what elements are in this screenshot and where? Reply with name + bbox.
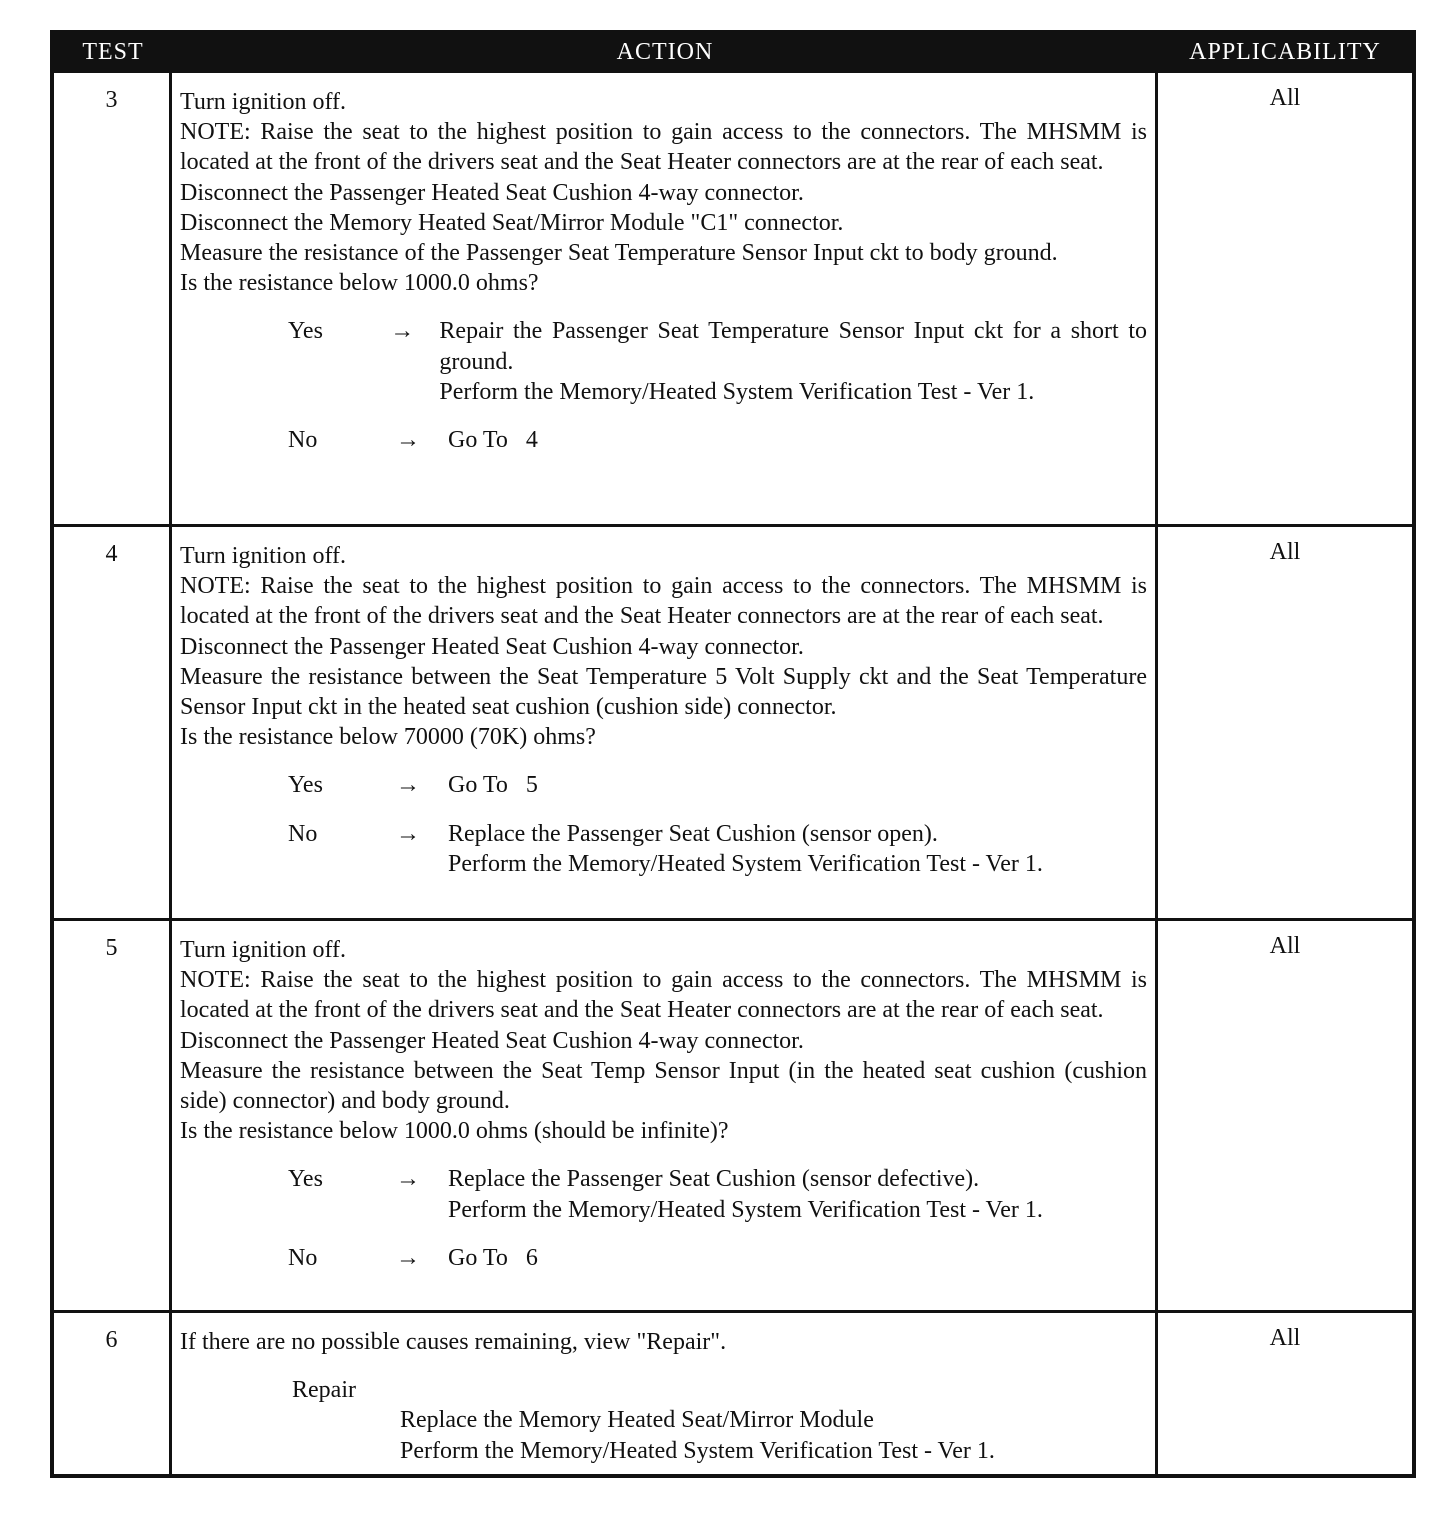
answer-label: No [288,1244,318,1271]
repair-label: Repair [292,1377,356,1404]
answer-no [180,819,1147,879]
repair-line: Perform the Memory/Heated System Verification Test - Ver 1. [400,1437,995,1464]
action-cell [172,527,1158,918]
answer-label: No [288,820,318,847]
arrow-icon: → [396,772,420,799]
answer-label: No [288,427,318,454]
answer-result: Go To 4 [448,427,538,454]
answer-result: Go To 6 [448,1244,538,1271]
applicability-cell: All [1269,1325,1301,1351]
action-cell [172,73,1158,524]
action-line: Measure the resistance of the Passenger Seat Temperature Sensor Input ckt to body ground. [180,240,1058,267]
answer-result [448,1164,1147,1224]
table-header [54,34,1412,70]
action-line: Is the resistance below 1000.0 ohms? [180,270,539,297]
applicability-cell: All [1269,933,1301,959]
answer-yes [180,316,1147,407]
header-test: TEST [82,38,144,65]
action-line: NOTE: Raise the seat to the highest position to gain access to the connectors. The MHSMM is located at the front of the drivers seat and the Seat Heater connectors are at the rear of each seat. [180,967,1147,1024]
action-line: Measure the resistance between the Seat Temp Sensor Input (in the heated seat cushion (cushion side) connector) and body ground. [180,1057,1147,1115]
answer-label: Yes [288,318,323,345]
action-line: Turn ignition off. [180,89,347,115]
answer-no [180,1243,1147,1273]
action-line: Disconnect the Passenger Heated Seat Cushion 4-way connector. [180,179,804,206]
arrow-icon: → [390,318,415,345]
action-line: Is the resistance below 1000.0 ohms (should be infinite)? [180,1118,729,1145]
answer-result-text-2: Perform the Memory/Heated System Verification Test - Ver 1. [448,850,1043,877]
table-row [54,524,1412,918]
answer-result [448,819,1147,879]
action-line: Disconnect the Passenger Heated Seat Cushion 4-way connector. [180,1027,804,1054]
action-cell [172,921,1158,1310]
answer-result-text-2: Perform the Memory/Heated System Verification Test - Ver 1. [448,1196,1043,1223]
action-line: Is the resistance below 70000 (70K) ohms? [180,724,596,751]
arrow-icon: → [396,820,420,847]
answer-yes [180,770,1147,800]
test-number: 4 [54,527,172,918]
answer-result-text: Replace the Passenger Seat Cushion (sensor open). [448,820,938,847]
answer-result-text: Repair the Passenger Seat Temperature Sensor Input ckt for a short to ground. [439,318,1147,375]
action-line: Measure the resistance between the Seat Temperature 5 Volt Supply ckt and the Seat Temperature Sensor Input ckt in the heated seat cushion (cushion side) connector. [180,663,1147,721]
action-line: NOTE: Raise the seat to the highest position to gain access to the connectors. The MHSMM is located at the front of the drivers seat and the Seat Heater connectors are at the rear of each seat. [180,119,1147,176]
answer-result: Go To 5 [448,772,538,799]
diagnostic-test-table [50,30,1416,1478]
action-line: Disconnect the Passenger Heated Seat Cushion 4-way connector. [180,633,804,660]
header-applicability: APPLICABILITY [1189,38,1381,65]
repair-line: Replace the Memory Heated Seat/Mirror Module [400,1407,874,1434]
test-number: 3 [54,73,172,524]
test-number: 5 [54,921,172,1310]
action-line: If there are no possible causes remaining, view "Repair". [180,1329,727,1355]
table-row [54,70,1412,524]
answer-label: Yes [288,1166,323,1193]
arrow-icon: → [396,1166,420,1193]
action-line: Turn ignition off. [180,937,347,963]
action-line: Turn ignition off. [180,543,347,569]
table-row [54,1310,1412,1474]
action-cell [172,1313,1158,1474]
applicability-cell: All [1269,539,1301,565]
arrow-icon: → [396,427,420,454]
applicability-cell: All [1269,85,1301,111]
test-number: 6 [54,1313,172,1474]
action-line: Disconnect the Memory Heated Seat/Mirror Module "C1" connector. [180,209,844,236]
answer-no [180,425,1147,455]
header-action: ACTION [616,38,714,65]
table-row [54,918,1412,1310]
answer-result [439,316,1147,407]
answer-result-text: Replace the Passenger Seat Cushion (sensor defective). [448,1166,980,1193]
answer-yes [180,1164,1147,1224]
answer-label: Yes [288,772,323,799]
answer-result-text-2: Perform the Memory/Heated System Verification Test - Ver 1. [439,378,1035,405]
action-line: NOTE: Raise the seat to the highest position to gain access to the connectors. The MHSMM is located at the front of the drivers seat and the Seat Heater connectors are at the rear of each seat. [180,573,1147,630]
arrow-icon: → [396,1244,420,1271]
